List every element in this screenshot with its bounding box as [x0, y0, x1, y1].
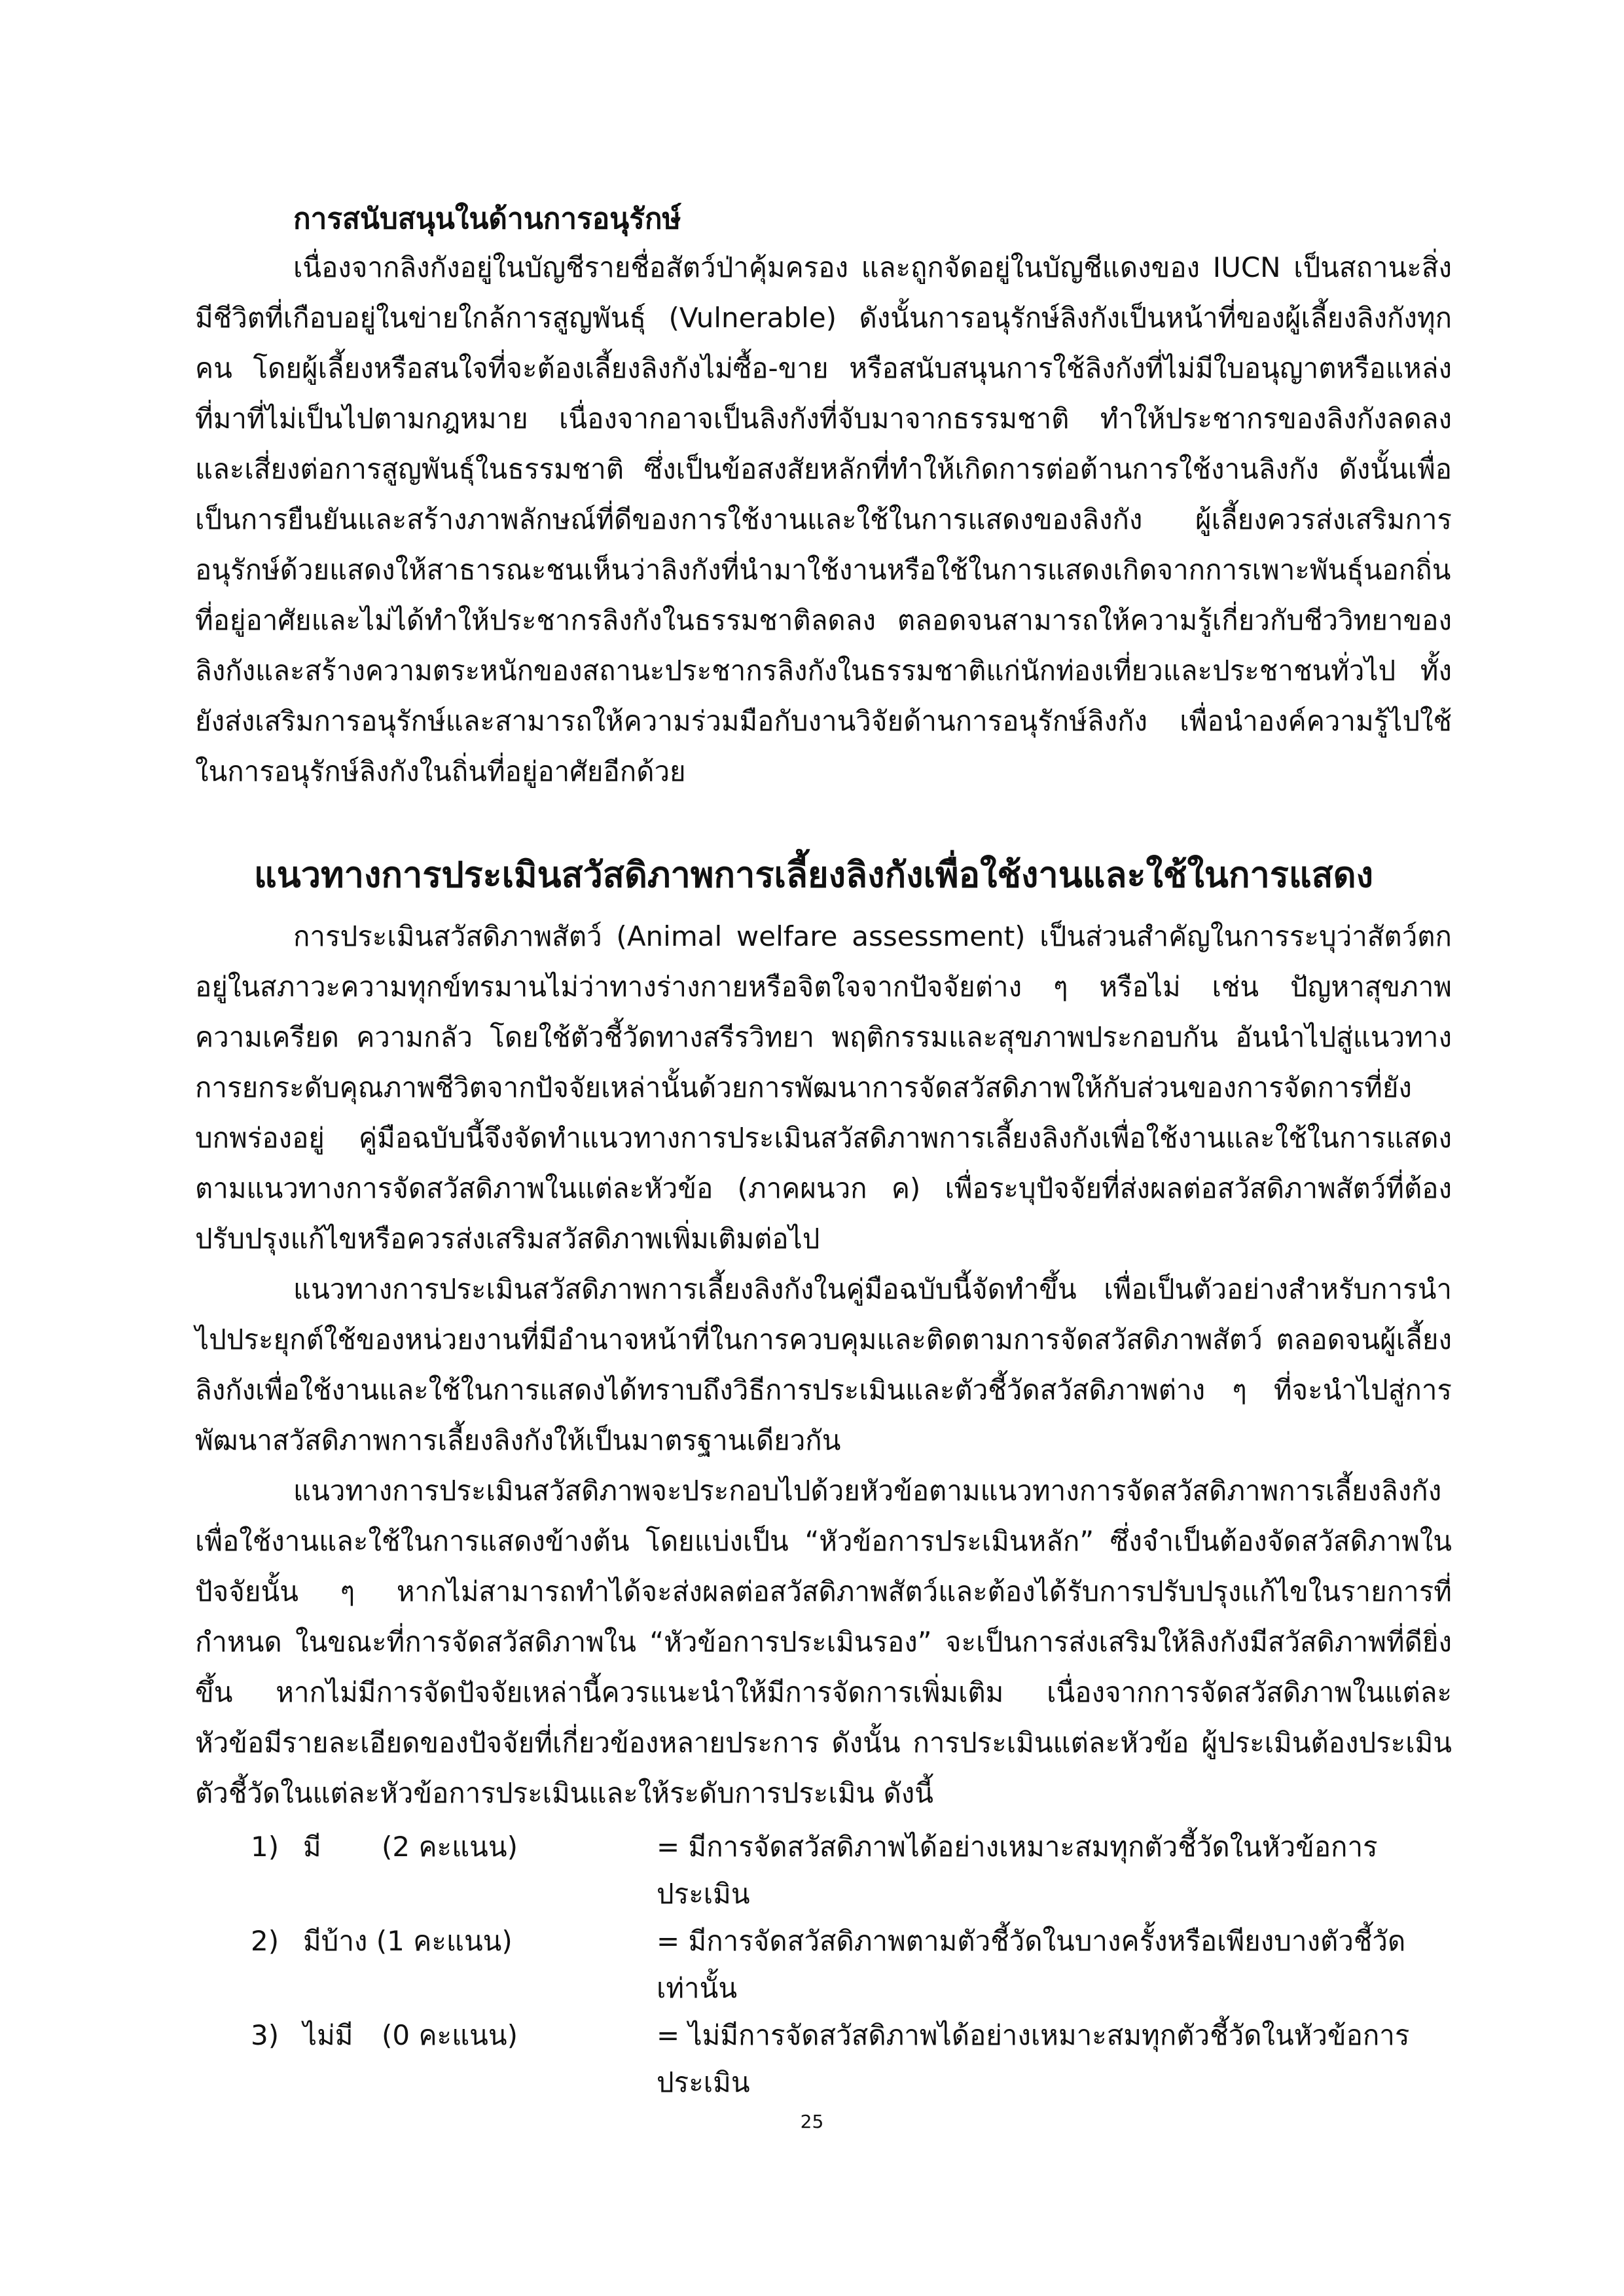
rating-term: มี	[303, 1831, 321, 1863]
rating-number: 1)	[251, 1831, 280, 1863]
page-content	[195, 196, 1452, 2106]
rating-item-2	[195, 1918, 1452, 2012]
rating-score: (2 คะแนน)	[382, 1831, 518, 1863]
rating-item-1	[195, 1823, 1452, 1918]
conservation-support-heading: การสนับสนุนในด้านการอนุรักษ์	[293, 202, 681, 236]
welfare-assessment-paragraph-3: แนวทางการประเมินสวัสดิภาพจะประกอบไปด้วยหัวข้อตามแนวทางการจัดสวัสดิภาพการเลี้ยงลิงกังเพื่อใช้งานและใช้ในการแสดงข้างต้น โดยแบ่งเป็น “หัวข้อการประเมินหลัก” ซึ่งจำเป็นต้องจัดสวัสดิภาพในปัจจัยนั้น ๆ หากไม่สามารถทำได้จะส่งผลต่อสวัสดิภาพสัตว์และต้องได้รับการปรับปรุงแก้ไขในรายการที่กำหนด ในขณะที่การจัดสวัสดิภาพใน “หัวข้อการประเมินรอง” จะเป็นการส่งเสริมให้ลิงกังมีสวัสดิภาพที่ดียิ่งขึ้น หากไม่มีการจัดปัจจัยเหล่านี้ควรแนะนำให้มีการจัดการเพิ่มเติม เนื่องจากการจัดสวัสดิภาพในแต่ละหัวข้อมีรายละเอียดของปัจจัยที่เกี่ยวข้องหลายประการ ดังนั้น การประเมินแต่ละหัวข้อ ผู้ประเมินต้องประเมินตัวชี้วัดในแต่ละหัวข้อการประเมินและให้ระดับการประเมิน ดังนี้	[195, 1475, 1452, 1809]
conservation-support-paragraph: เนื่องจากลิงกังอยู่ในบัญชีรายชื่อสัตว์ป่าคุ้มครอง และถูกจัดอยู่ในบัญชีแดงของ IUCN เป็นสถานะสิ่งมีชีวิตที่เกือบอยู่ในข่ายใกล้การสูญพันธุ์ (Vulnerable) ดังนั้นการอนุรักษ์ลิงกังเป็นหน้าที่ของผู้เลี้ยงลิงกังทุกคน โดยผู้เลี้ยงหรือสนใจที่จะต้องเลี้ยงลิงกังไม่ซื้อ-ขาย หรือสนับสนุนการใช้ลิงกังที่ไม่มีใบอนุญาตหรือแหล่งที่มาที่ไม่เป็นไปตามกฎหมาย เนื่องจากอาจเป็นลิงกังที่จับมาจากธรรมชาติ ทำให้ประชากรของลิงกังลดลงและเสี่ยงต่อการสูญพันธุ์ในธรรมชาติ ซึ่งเป็นข้อสงสัยหลักที่ทำให้เกิดการต่อต้านการใช้งานลิงกัง ดังนั้นเพื่อเป็นการยืนยันและสร้างภาพลักษณ์ที่ดีของการใช้งานและใช้ในการแสดงของลิงกัง ผู้เลี้ยงควรส่งเสริมการอนุรักษ์ด้วยแสดงให้สาธารณะชนเห็นว่าลิงกังที่นำมาใช้งานหรือใช้ในการแสดงเกิดจากการเพาะพันธุ์นอกถิ่นที่อยู่อาศัยและไม่ได้ทำให้ประชากรลิงกังในธรรมชาติลดลง ตลอดจนสามารถให้ความรู้เกี่ยวกับชีววิทยาของลิงกังและสร้างความตระหนักของสถานะประชากรลิงกังในธรรมชาติแก่นักท่องเที่ยวและประชาชนทั่วไป ทั้งยังส่งเสริมการอนุรักษ์และสามารถให้ความร่วมมือกับงานวิจัยด้านการอนุรักษ์ลิงกัง เพื่อนำองค์ความรู้ไปใช้ในการอนุรักษ์ลิงกังในถิ่นที่อยู่อาศัยอีกด้วย	[195, 251, 1452, 787]
rating-term: มีบ้าง (1 คะแนน)	[303, 1925, 513, 1957]
page-number: 25	[800, 2111, 824, 2132]
welfare-assessment-heading: แนวทางการประเมินสวัสดิภาพการเลี้ยงลิงกังเพื่อใช้งานและใช้ในการแสดง	[254, 854, 1374, 895]
rating-number: 3)	[251, 2019, 280, 2051]
rating-term: ไม่มี	[303, 2019, 353, 2051]
welfare-assessment-paragraph-1: การประเมินสวัสดิภาพสัตว์ (Animal welfare assessment) เป็นส่วนสำคัญในการระบุว่าสัตว์ตกอยู่ในสภาวะความทุกข์ทรมานไม่ว่าทางร่างกายหรือจิตใจจากปัจจัยต่าง ๆ หรือไม่ เช่น ปัญหาสุขภาพ ความเครียด ความกลัว โดยใช้ตัวชี้วัดทางสรีรวิทยา พฤติกรรมและสุขภาพประกอบกัน อันนำไปสู่แนวทางการยกระดับคุณภาพชีวิตจากปัจจัยเหล่านั้นด้วยการพัฒนาการจัดสวัสดิภาพให้กับส่วนของการจัดการที่ยังบกพร่องอยู่ คู่มือฉบับนี้จึงจัดทำแนวทางการประเมินสวัสดิภาพการเลี้ยงลิงกังเพื่อใช้งานและใช้ในการแสดงตามแนวทางการจัดสวัสดิภาพในแต่ละหัวข้อ (ภาคผนวก ค) เพื่อระบุปัจจัยที่ส่งผลต่อสวัสดิภาพสัตว์ที่ต้องปรับปรุงแก้ไขหรือควรส่งเสริมสวัสดิภาพเพิ่มเติมต่อไป	[195, 920, 1452, 1255]
rating-item-3	[195, 2012, 1452, 2106]
rating-number: 2)	[251, 1925, 280, 1957]
welfare-assessment-paragraph-2: แนวทางการประเมินสวัสดิภาพการเลี้ยงลิงกังในคู่มือฉบับนี้จัดทำขึ้น เพื่อเป็นตัวอย่างสำหรับการนำไปประยุกต์ใช้ของหน่วยงานที่มีอำนาจหน้าที่ในการควบคุมและติดตามการจัดสวัสดิภาพสัตว์ ตลอดจนผู้เลี้ยงลิงกังเพื่อใช้งานและใช้ในการแสดงได้ทราบถึงวิธีการประเมินและตัวชี้วัดสวัสดิภาพต่าง ๆ ที่จะนำไปสู่การพัฒนาสวัสดิภาพการเลี้ยงลิงกังให้เป็นมาตรฐานเดียวกัน	[195, 1273, 1452, 1456]
rating-description: = มีการจัดสวัสดิภาพได้อย่างเหมาะสมทุกตัวชี้วัดในหัวข้อการประเมิน	[657, 1831, 1378, 1910]
rating-list	[195, 1823, 1452, 2106]
rating-score: (0 คะแนน)	[382, 2019, 518, 2051]
rating-description: = ไม่มีการจัดสวัสดิภาพได้อย่างเหมาะสมทุกตัวชี้วัดในหัวข้อการประเมิน	[657, 2019, 1410, 2098]
rating-description: = มีการจัดสวัสดิภาพตามตัวชี้วัดในบางครั้งหรือเพียงบางตัวชี้วัดเท่านั้น	[657, 1925, 1406, 2004]
